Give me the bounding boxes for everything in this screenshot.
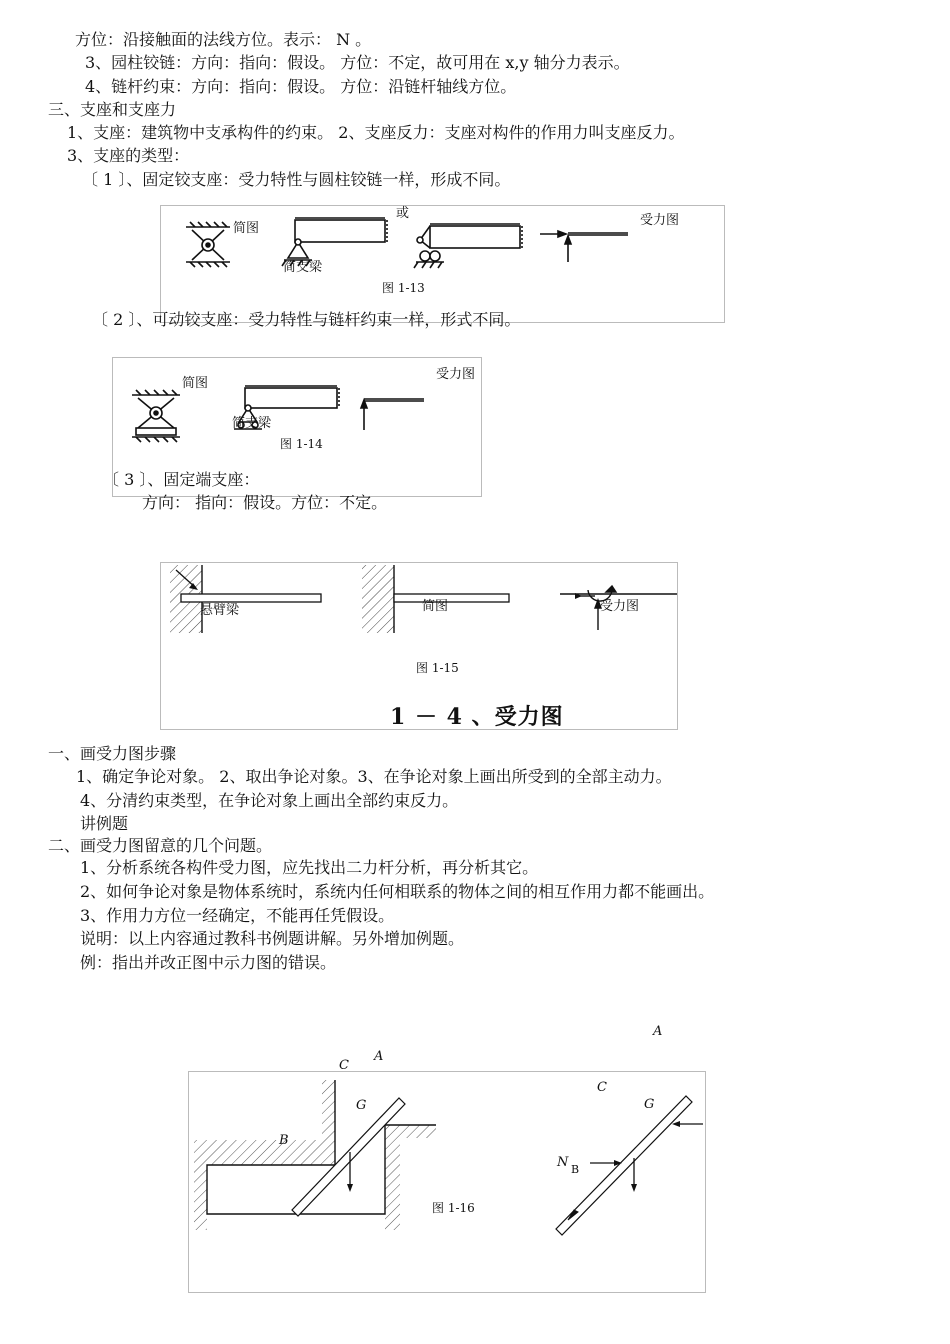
fig15-label-force: 受力图 (600, 599, 640, 614)
fig15-caption: 图 1-15 (416, 661, 459, 675)
text-line-link-constraint: 4、链杆约束：方向：指向：假设。 方位：沿链杆轴线方位。 (85, 77, 517, 96)
fig16-label-N-subscript: B (571, 1163, 580, 1176)
fig13-label-beam: 简支梁 (283, 260, 323, 275)
fig14-label-beam: 简支梁 (232, 416, 272, 431)
text-line-note-2: 2、如何争论对象是物体系统时，系统内任何相联系的物体之间的相互作用力都不能画出。 (80, 882, 715, 901)
fig16-label-G-right: G (644, 1097, 655, 1112)
fig13-label-or: 或 (396, 206, 410, 221)
text-line-cylindrical-hinge: 3、园柱铰链：方向：指向：假设。 方位：不定，故可用在 x,y 轴分力表示。 (85, 53, 630, 72)
text-line-steps-2: 4、分清约束类型，在争论对象上画出全部约束反力。 (80, 791, 459, 810)
fig13-label-force: 受力图 (640, 213, 680, 228)
fig16-label-N: N (557, 1155, 569, 1170)
text-line-note-1: 1、分析系统各构件受力图，应先找出二力杆分析，再分析其它。 (80, 858, 539, 877)
text-line-fixed-end-direction: 方向： 指向：假设。方位：不定。 (142, 493, 388, 512)
fig15-label-simple: 简图 (422, 599, 449, 614)
fig16-label-B-left: B (279, 1133, 289, 1148)
section-title: 1 － 4 、受力图 (390, 704, 564, 730)
fig16-label-A-left: A (374, 1049, 384, 1064)
text-line-fixed-hinge: 〔 1 〕、固定铰支座：受力特性与圆柱铰链一样，形成不同。 (82, 170, 511, 189)
fig14-caption: 图 1-14 (280, 437, 323, 451)
heading-steps: 一、画受力图步骤 (48, 744, 177, 763)
text-line-steps-1: 1、确定争论对象。 2、取出争论对象。3、在争论对象上画出所受到的全部主动力。 (76, 767, 672, 786)
fig15-label-cantilever: 悬臂梁 (200, 603, 240, 618)
fig13-caption: 图 1-13 (382, 281, 425, 295)
text-line-fixed-end: 〔 3 〕、固定端支座： (103, 470, 260, 489)
text-line-examples: 讲例题 (80, 814, 129, 833)
text-line-normal-direction: 方位：沿接触面的法线方位。表示： N 。 (75, 30, 372, 49)
fig16-label-A-right: A (653, 1024, 663, 1039)
fig16-caption: 图 1-16 (432, 1201, 475, 1215)
fig16-label-G-left: G (356, 1098, 367, 1113)
fig16-label-C-left: C (339, 1058, 349, 1073)
text-line-movable-hinge: 〔 2 〕、可动铰支座：受力特性与链杆约束一样，形式不同。 (92, 310, 521, 329)
text-line-note-3: 3、作用力方位一经确定，不能再任凭假设。 (80, 906, 395, 925)
fig14-label-simple: 简图 (182, 376, 209, 391)
fig14-label-force: 受力图 (436, 367, 476, 382)
heading-notes: 二、画受力图留意的几个问题。 (48, 836, 273, 855)
fig16-label-C-right: C (597, 1080, 607, 1095)
heading-supports: 三、支座和支座力 (48, 100, 177, 119)
text-line-explanation: 说明：以上内容通过教科书例题讲解。另外增加例题。 (80, 929, 465, 948)
text-line-support-definition: 1、支座：建筑物中支承构件的约束。 2、支座反力：支座对构件的作用力叫支座反力。 (67, 123, 685, 142)
text-line-example-prompt: 例：指出并改正图中示力图的错误。 (80, 953, 337, 972)
fig13-label-simple: 简图 (233, 221, 260, 236)
text-line-support-types: 3、支座的类型： (67, 146, 190, 165)
